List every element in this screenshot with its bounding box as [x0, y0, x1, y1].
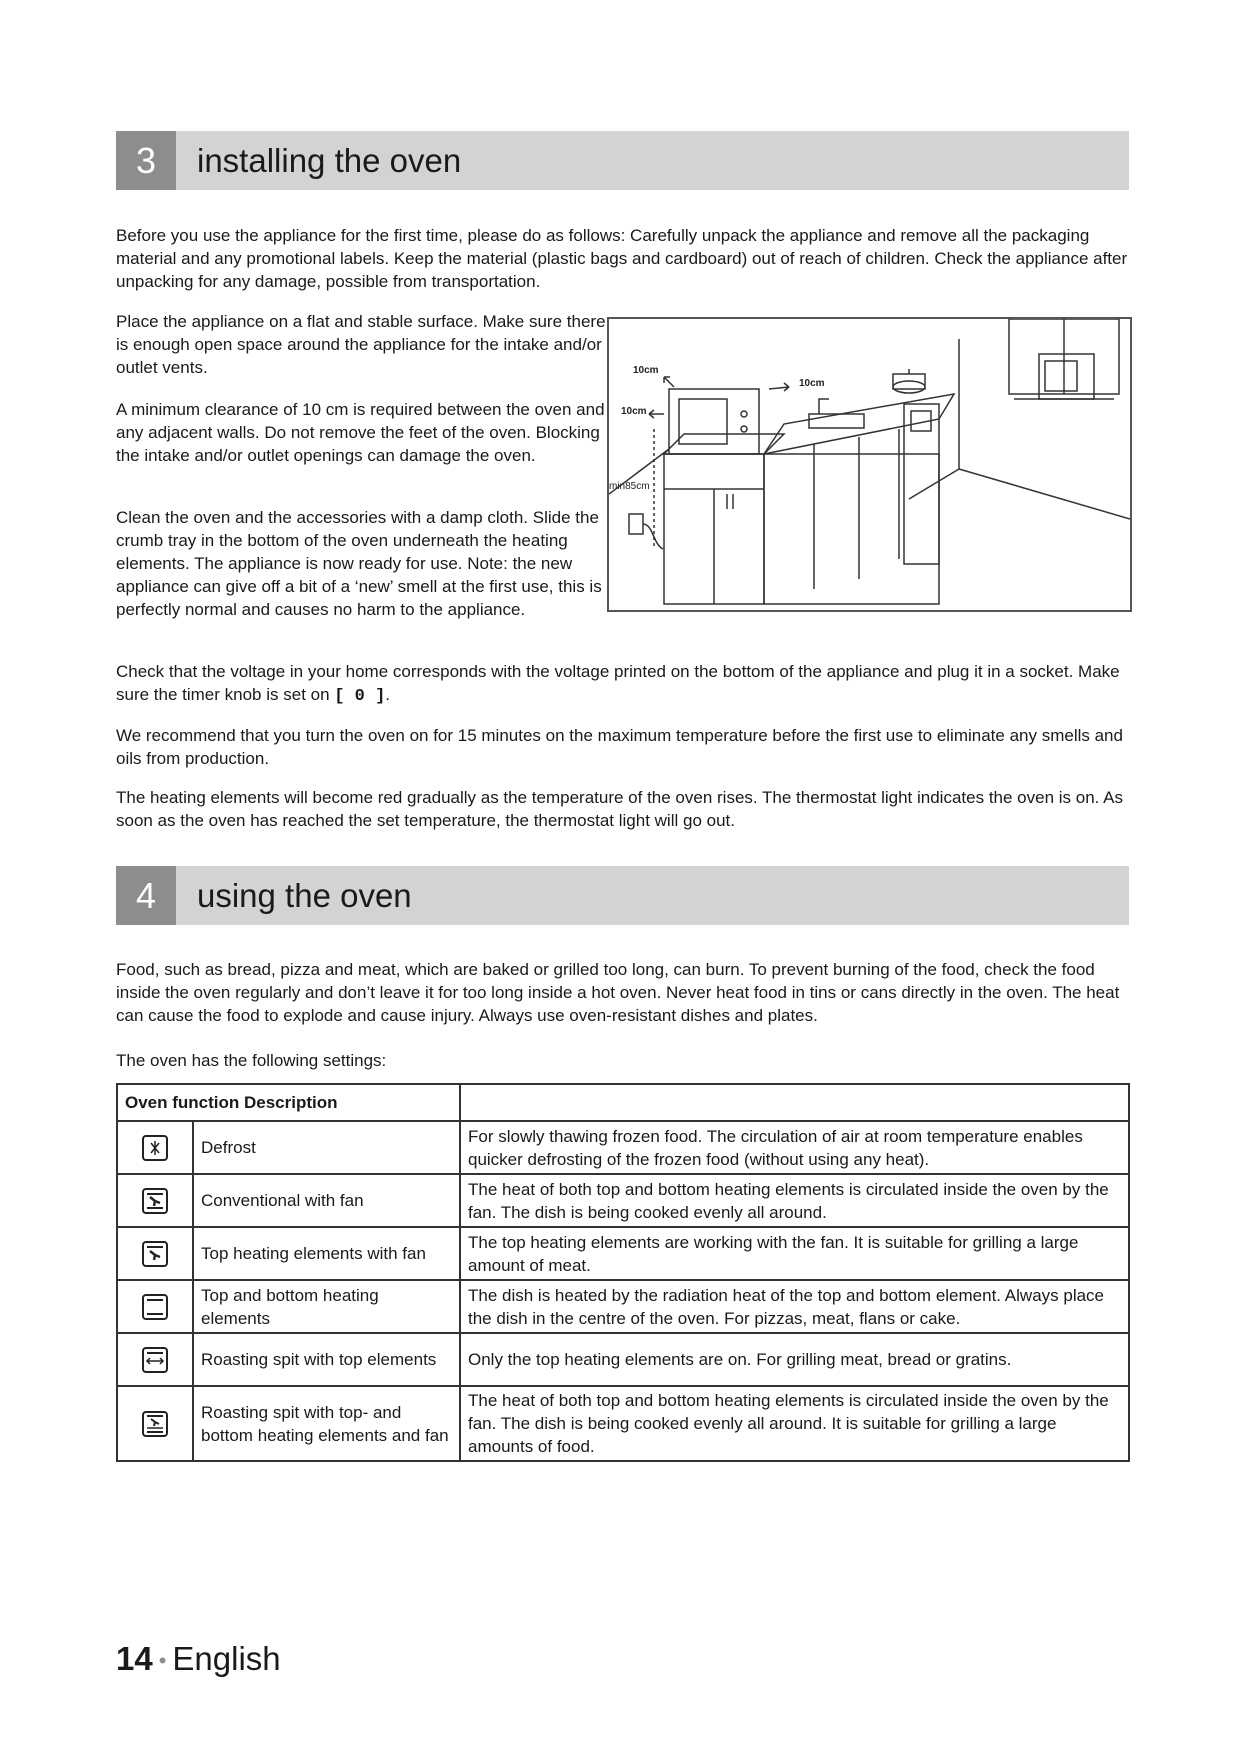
page-language: English [172, 1640, 281, 1677]
height-label: min85cm [609, 481, 650, 492]
voltage-text: Check that the voltage in your home corresponds with the voltage printed on the bottom of the appliance and plug it in a socket. Make sure the timer knob is set on [116, 662, 1120, 704]
function-description: For slowly thawing frozen food. The circulation of air at room temperature enables quicker defrosting of the frozen food (without using any heat). [460, 1121, 1129, 1174]
function-name: Roasting spit with top- and bottom heating elements and fan [193, 1386, 460, 1461]
table-row [117, 1280, 1129, 1333]
heating-paragraph: The heating elements will become red gradually as the temperature of the oven rises. The thermostat light indicates the oven is on. As soon as the oven has reached the set temperature, the thermostat light will go out. [116, 788, 1124, 830]
clearance-label-right: 10cm [799, 378, 825, 389]
table-row [117, 1333, 1129, 1386]
section-3-title: installing the oven [197, 142, 462, 179]
rotisserie-top-bottom-fan-icon [141, 1410, 169, 1438]
settings-intro: The oven has the following settings: [116, 1051, 387, 1070]
function-description: Only the top heating elements are on. For grilling meat, bread or gratins. [460, 1333, 1129, 1386]
table-row [117, 1121, 1129, 1174]
conventional-fan-icon [141, 1187, 169, 1215]
section-4-header [116, 866, 1129, 925]
recommend-paragraph: We recommend that you turn the oven on for 15 minutes on the maximum temperature before the first use to eliminate any smells and oils from production. [116, 726, 1123, 768]
section-4-title: using the oven [197, 877, 412, 914]
timer-knob-setting: [ 0 ] [334, 687, 386, 706]
table-header-row [117, 1084, 1129, 1121]
voltage-paragraph [116, 660, 1136, 708]
voltage-end: . [385, 685, 391, 704]
intro-paragraph: Before you use the appliance for the first time, please do as follows: Carefully unpack the appliance and remove all the packaging material and any promotional labels. Keep the material (plastic bags and cardboard) out of reach of children. Check the appliance after unpacking for any damage, possible from transportation. [116, 226, 1128, 291]
function-description: The heat of both top and bottom heating elements is circulated inside the oven by the fan. The dish is being cooked evenly all around. It is suitable for grilling a large amounts of food. [460, 1386, 1129, 1461]
clearance-label-side: 10cm [621, 406, 647, 417]
installation-illustration [607, 317, 1132, 612]
function-name: Conventional with fan [193, 1174, 460, 1227]
top-bottom-heat-icon [141, 1293, 169, 1321]
function-description: The heat of both top and bottom heating elements is circulated inside the oven by the fan. The dish is being cooked evenly all around. [460, 1174, 1129, 1227]
function-description: The dish is heated by the radiation heat of the top and bottom element. Always place the dish in the centre of the oven. For pizzas, meat, flans or cake. [460, 1280, 1129, 1333]
function-name: Roasting spit with top elements [193, 1333, 460, 1386]
placement-paragraph: Place the appliance on a flat and stable surface. Make sure there is enough open space around the appliance for the intake and/or outlet vents. [116, 312, 606, 377]
section-4-number: 4 [116, 866, 176, 925]
table-row [117, 1227, 1129, 1280]
function-description: The top heating elements are working with the fan. It is suitable for grilling a large amount of meat. [460, 1227, 1129, 1280]
table-row [117, 1386, 1129, 1461]
clearance-label-top: 10cm [633, 365, 659, 376]
page-footer [116, 1640, 281, 1678]
function-name: Defrost [193, 1121, 460, 1174]
top-heat-fan-icon [141, 1240, 169, 1268]
section-3-number: 3 [116, 131, 176, 190]
page-number: 14 [116, 1640, 153, 1677]
section-3-header [116, 131, 1129, 190]
function-name: Top heating elements with fan [193, 1227, 460, 1280]
oven-settings-table [116, 1083, 1130, 1462]
clearance-paragraph: A minimum clearance of 10 cm is required between the oven and any adjacent walls. Do not remove the feet of the oven. Blocking the intake and/or outlet openings can damage the oven. [116, 400, 605, 465]
cleaning-paragraph: Clean the oven and the accessories with a damp cloth. Slide the crumb tray in the bottom of the oven underneath the heating elements. The appliance is now ready for use. Note: the new appliance can give off a bit of a ‘new’ smell at the first use, this is perfectly normal and causes no harm to the appliance. [116, 508, 602, 619]
table-row [117, 1174, 1129, 1227]
table-header-blank [460, 1084, 1129, 1121]
kitchen-drawing [609, 319, 1130, 610]
function-name: Top and bottom heating elements [193, 1280, 460, 1333]
rotisserie-top-icon [141, 1346, 169, 1374]
footer-separator: • [158, 1648, 167, 1674]
food-paragraph: Food, such as bread, pizza and meat, which are baked or grilled too long, can burn. To prevent burning of the food, check the food inside the oven regularly and don’t leave it for too long inside a hot oven. Never heat food in tins or cans directly in the oven. The heat can cause the food to explode and cause injury. Always use oven-resistant dishes and plates. [116, 960, 1120, 1025]
defrost-icon [141, 1134, 169, 1162]
table-header: Oven function Description [117, 1084, 460, 1121]
